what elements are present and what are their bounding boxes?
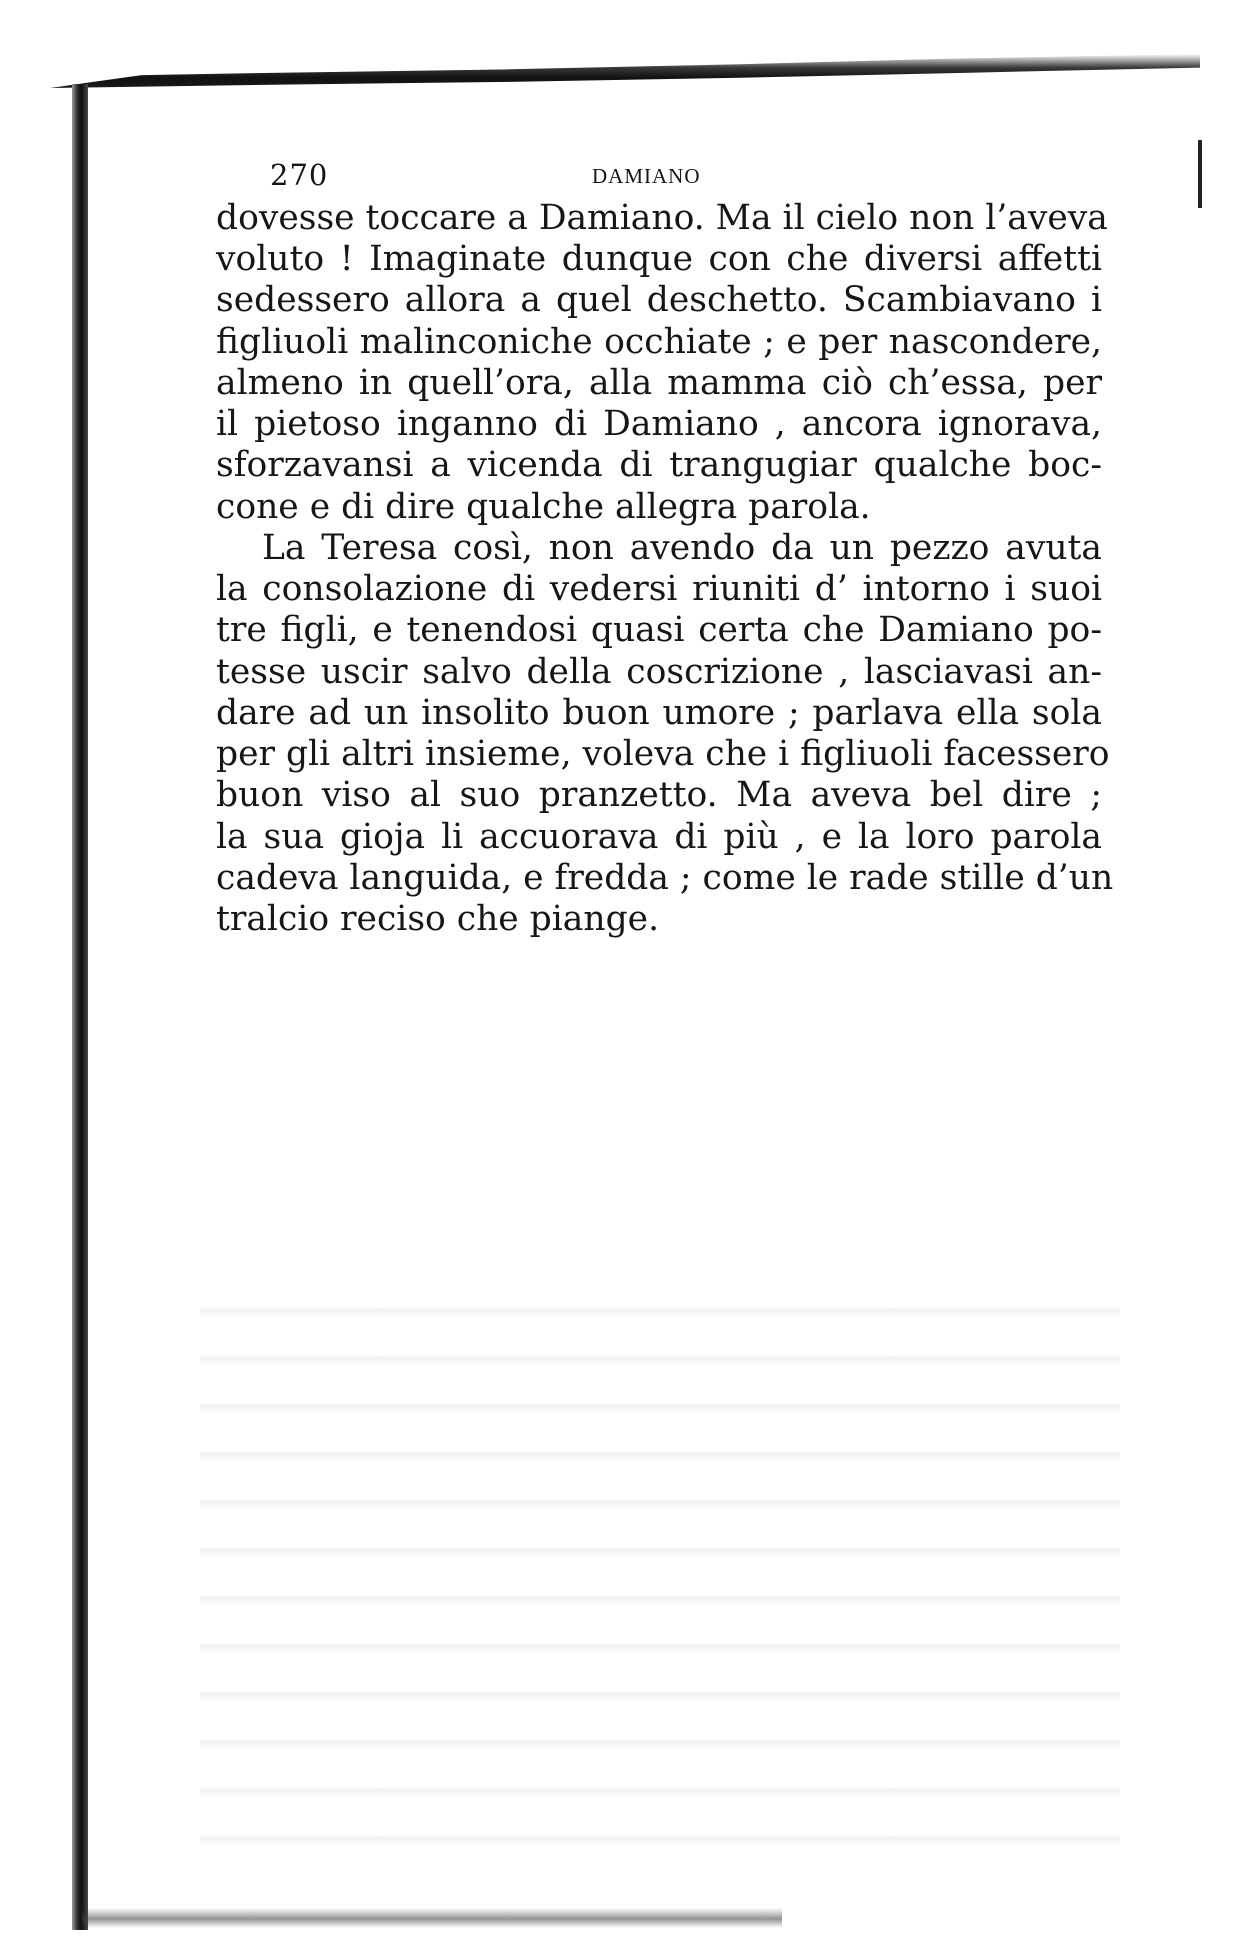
text-line: la sua gioja li accuorava di più , e la loro parola <box>216 817 1102 857</box>
page-header <box>270 158 740 198</box>
text-line: buon viso al suo pranzetto. Ma aveva bel dire ; <box>216 775 1102 815</box>
text-line: figliuoli malinconiche occhiate ; e per nascondere, <box>216 322 1102 362</box>
text-line: tralcio reciso che piange. <box>216 899 660 939</box>
page-edge-left <box>72 84 88 1930</box>
text-line: sforzavansi a vicenda di trangugiar qualche boc- <box>216 445 1102 485</box>
text-line: dovesse toccare a Damiano. Ma il cielo non l’aveva <box>216 198 1108 238</box>
page-edge-bottom <box>82 1908 782 1928</box>
text-line: il pietoso inganno di Damiano , ancora ignorava, <box>216 404 1102 444</box>
text-line: cone e di dire qualche allegra parola. <box>216 487 871 527</box>
text-line: sedessero allora a quel deschetto. Scambiavano i <box>216 280 1102 320</box>
text-line: dare ad un insolito buon umore ; parlava ella sola <box>216 693 1102 733</box>
text-line: voluto ! Imaginate dunque con che diversi affetti <box>216 239 1102 279</box>
page-edge-mark <box>1198 140 1202 208</box>
text-line: almeno in quell’ora, alla mamma ciò ch’essa, per <box>216 363 1102 403</box>
bleed-through-area <box>200 1270 1120 1870</box>
text-line: tre figli, e tenendosi quasi certa che Damiano po- <box>216 610 1102 650</box>
paragraph-first-line: La Teresa così, non avendo da un pezzo avuta <box>262 528 1102 568</box>
text-line: tesse uscir salvo della coscrizione , lasciavasi an- <box>216 652 1102 692</box>
page-edge-top <box>50 54 1200 88</box>
text-line: per gli altri insieme, voleva che i figliuoli facessero <box>216 734 1110 774</box>
running-head: DAMIANO <box>592 164 701 188</box>
text-line: cadeva languida, e fredda ; come le rade stille d’un <box>216 858 1114 898</box>
text-line: la consolazione di vedersi riuniti d’ intorno i suoi <box>216 569 1102 609</box>
page-number: 270 <box>270 158 329 192</box>
